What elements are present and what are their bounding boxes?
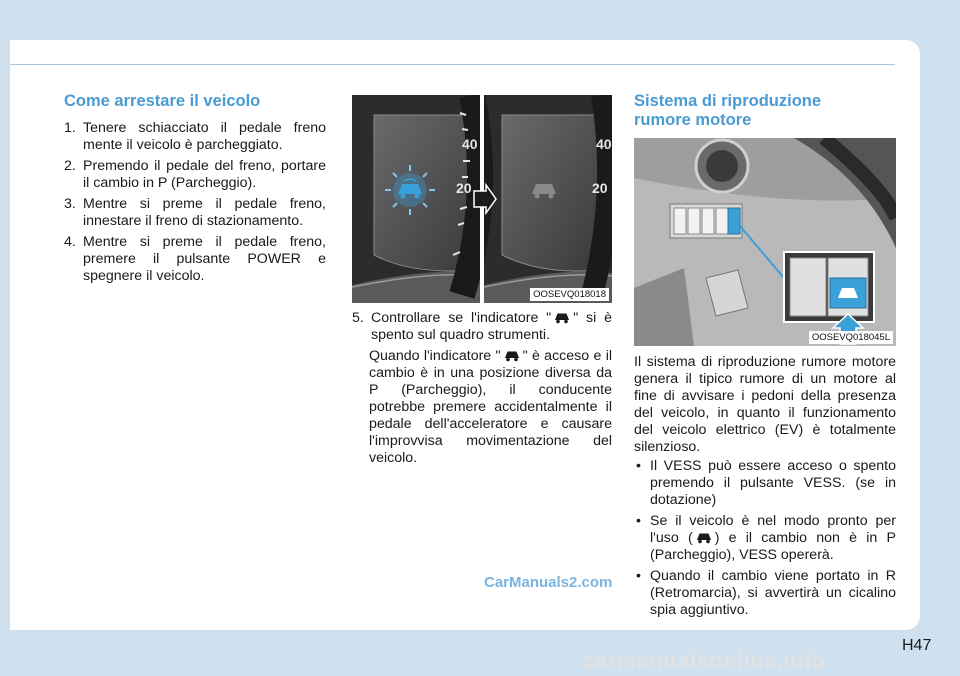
step-number: 3. — [64, 196, 76, 212]
section-heading-stop-vehicle: Come arrestare il veicolo — [64, 92, 261, 110]
left-column — [64, 92, 326, 289]
step-number: 1. — [64, 120, 76, 136]
vess-button-figure — [634, 138, 896, 346]
site-watermark: CarManuals2.com — [484, 574, 613, 591]
section-heading-vess: Sistema di riproduzione rumore motore — [634, 92, 822, 129]
gauge-label-20-right: 20 — [592, 180, 608, 196]
right-column-heading-block — [634, 92, 896, 139]
step-number: 5. — [352, 310, 364, 326]
list-item — [64, 158, 326, 192]
list-item — [634, 513, 896, 564]
note-text-part: Quando l'indicatore " — [369, 348, 501, 364]
step-number: 2. — [64, 158, 76, 174]
vess-indicator-icon — [501, 348, 523, 362]
figure-code: OOSEVQ018045L — [809, 331, 893, 344]
bullet-text: Il VESS può essere acceso o spento premendo il pulsante VESS. (se in dotazione) — [650, 458, 896, 508]
bullet-text-part: ) e il cambio non è in P (Parcheggio), VESS opererà. — [650, 530, 896, 563]
list-item — [64, 234, 326, 285]
dashboard-illustration — [634, 138, 896, 346]
step-text-part: Controllare se l'indicatore " — [371, 310, 552, 326]
stop-steps-list — [64, 120, 326, 285]
step-text-part: " si è spento sul quadro strumenti. — [371, 310, 612, 343]
right-column — [634, 354, 896, 623]
middle-column — [352, 310, 612, 467]
bullet: • — [636, 568, 641, 584]
vess-button-highlight — [728, 208, 740, 234]
bullet: • — [636, 458, 641, 474]
warning-note — [352, 348, 612, 467]
gauge-label-20: 20 — [456, 180, 472, 196]
vess-indicator-icon — [551, 310, 573, 324]
cluster-indicator-figure — [352, 95, 612, 303]
list-item — [64, 196, 326, 230]
gauge-label-40: 40 — [462, 136, 478, 152]
cluster-illustration — [352, 95, 612, 303]
vess-indicator-icon — [693, 530, 715, 544]
gauge-label-40-right: 40 — [596, 136, 612, 152]
footer-watermark: carmanualsonline.info — [582, 648, 826, 673]
step-text: Mentre si preme il pedale freno, premere il pulsante POWER e spegnere il veicolo. — [83, 234, 326, 284]
step-text: Tenere schiacciato il pedale freno mente il veicolo è parcheggiato. — [83, 120, 326, 153]
list-item — [634, 568, 896, 619]
step-text: Premendo il pedale del freno, portare il cambio in P (Parcheggio). — [83, 158, 326, 191]
vess-intro-paragraph: Il sistema di riproduzione rumore motore genera il tipico rumore di un motore al fine di avvisare i pedoni della presenza del veicolo, in quanto il funzionamento del veicolo elettrico (EV) è totalmente silenzioso. — [634, 354, 896, 455]
figure-code: OOSEVQ018018 — [530, 288, 609, 301]
list-item — [64, 120, 326, 154]
list-item — [352, 310, 612, 344]
step-text: Mentre si preme il pedale freno, innestare il freno di stazionamento. — [83, 196, 326, 229]
list-item — [634, 458, 896, 509]
header-rule — [10, 64, 895, 65]
note-text-part: " è acceso e il cambio è in una posizione diversa da P (Parcheggio), il conducente potrebbe premere accidentalmente il pedale dell'acceleratore e causare l'improvvisa movimentazione del veicolo. — [369, 348, 612, 466]
bullet-text: Quando il cambio viene portato in R (Retromarcia), si avvertirà un cicalino spia aggiuntivo. — [650, 568, 896, 618]
bullet-text-part: Se il veicolo è nel modo pronto per l'uso ( — [650, 513, 896, 546]
step-number: 4. — [64, 234, 76, 250]
page-number: H47 — [902, 637, 932, 654]
bullet: • — [636, 513, 641, 529]
